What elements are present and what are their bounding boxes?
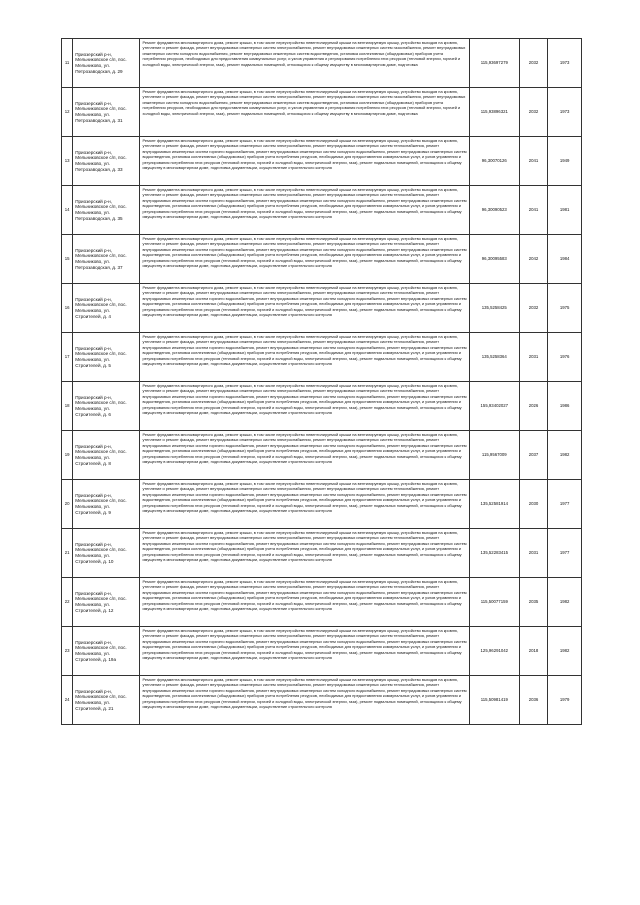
address-cell: Приозерский р-н, Мельниковское с/п, пос. Мельниково, ул. Строителей, д. 5 (73, 333, 140, 382)
work-description-cell: Ремонт фундамента многоквартирного дома, ремонт крыши, в том числе переустройство невентилируемой крыши на вентилируемую крышу, устройство выходов на кровлю, утепление и ремонт фасада, ремонт внутридомовых инженерных систем электроснабжения, ремонт внутридомовых инженерных систем теплоснабжения, ремонт внутридомовых инженерных систем горячего водоснабжения, ремонт внутридомовых инженерных систем холодного водоснабжения, ремонт внутридомовых инженерных систем водоотведения, установка коллективных (общедомовых) приборов учета потребления ресурсов, необходимых для предоставления коммунальных услуг, и узлов управления и регулирования потребления этих ресурсов (тепловой энергии, горячей и холодной воды, электрической энергии, газа), ремонт подвальных помещений, относящихся к общему имуществу в многоквартирном доме, подготовка документации, осуществление строительного контроля (140, 627, 469, 676)
planned-year-cell: 2032 (519, 39, 548, 88)
work-description-cell: Ремонт фундамента многоквартирного дома, ремонт крыши, в том числе переустройство невентилируемой крыши на вентилируемую крышу, устройство выходов на кровлю, утепление и ремонт фасада, ремонт внутридомовых инженерных систем электроснабжения, ремонт внутридомовых инженерных систем теплоснабжения, ремонт внутридомовых инженерных систем горячего водоснабжения, ремонт внутридомовых инженерных систем холодного водоснабжения, ремонт внутридомовых инженерных систем водоотведения, установка коллективных (общедомовых) приборов учета потребления ресурсов, необходимых для предоставления коммунальных услуг, и узлов управления и регулирования потребления этих ресурсов (тепловой энергии, горячей и холодной воды, электрической энергии, газа), ремонт подвальных помещений, относящихся к общему имуществу в многоквартирном доме, подготовка документации, осуществление строительного контроля (140, 529, 469, 578)
row-number: 12 (62, 88, 73, 137)
table-row (62, 480, 582, 529)
row-number: 18 (62, 382, 73, 431)
address-cell: Приозерский р-н, Мельниковское с/п, пос. Мельниково, ул. Петрозаводская, д. 35 (73, 186, 140, 235)
table-row (62, 382, 582, 431)
table-row (62, 88, 582, 137)
built-year-cell: 1973 (548, 88, 582, 137)
cost-cell: 135,52283415 (469, 529, 519, 578)
built-year-cell: 1982 (548, 431, 582, 480)
address-cell: Приозерский р-н, Мельниковское с/п, пос. Мельниково, ул. Строителей, д. 9 (73, 480, 140, 529)
work-description-cell: Ремонт фундамента многоквартирного дома, ремонт крыши, в том числе переустройство невентилируемой крыши на вентилируемую крышу, устройство выходов на кровлю, утепление и ремонт фасада, ремонт внутридомовых инженерных систем электроснабжения, ремонт внутридомовых инженерных систем теплоснабжения, ремонт внутридомовых инженерных систем горячего водоснабжения, ремонт внутридомовых инженерных систем холодного водоснабжения, ремонт внутридомовых инженерных систем водоотведения, установка коллективных (общедомовых) приборов учета потребления ресурсов, необходимых для предоставления коммунальных услуг, и узлов управления и регулирования потребления этих ресурсов (тепловой энергии, горячей и холодной воды, электрической энергии, газа), ремонт подвальных помещений, относящихся к общему имуществу в многоквартирном доме, подготовка документации, осуществление строительного контроля (140, 578, 469, 627)
table-row (62, 676, 582, 725)
built-year-cell: 1973 (548, 39, 582, 88)
built-year-cell: 1975 (548, 284, 582, 333)
table-row (62, 627, 582, 676)
planned-year-cell: 2018 (519, 627, 548, 676)
cost-cell: 96,30090523 (469, 186, 519, 235)
work-description-cell: Ремонт фундамента многоквартирного дома, ремонт крыши, в том числе переустройство невентилируемой крыши на вентилируемую крышу, устройство выходов на кровлю, утепление и ремонт фасада, ремонт внутридомовых инженерных систем электроснабжения, ремонт внутридомовых инженерных систем теплоснабжения, ремонт внутридомовых инженерных систем горячего водоснабжения, ремонт внутридомовых инженерных систем холодного водоснабжения, ремонт внутридомовых инженерных систем водоотведения, установка коллективных (общедомовых) приборов учета потребления ресурсов, необходимых для предоставления коммунальных услуг, и узлов управления и регулирования потребления этих ресурсов (тепловой энергии, горячей и холодной воды, электрической энергии, газа), ремонт подвальных помещений, относящихся к общему имуществу в многоквартирном доме, подготовка документации, осуществление строительного контроля (140, 676, 469, 725)
row-number: 19 (62, 431, 73, 480)
built-year-cell: 1976 (548, 333, 582, 382)
row-number: 21 (62, 529, 73, 578)
address-cell: Приозерский р-н, Мельниковское с/п, пос. Мельниково, ул. Строителей, д. 12 (73, 578, 140, 627)
planned-year-cell: 2032 (519, 88, 548, 137)
capital-repair-table (61, 38, 582, 725)
address-cell: Приозерский р-н, Мельниковское с/п, пос. Мельниково, ул. Строителей, д. 21 (73, 676, 140, 725)
built-year-cell: 1982 (548, 578, 582, 627)
built-year-cell: 1982 (548, 627, 582, 676)
row-number: 23 (62, 627, 73, 676)
cost-cell: 155,93402027 (469, 382, 519, 431)
planned-year-cell: 2041 (519, 186, 548, 235)
planned-year-cell: 2035 (519, 578, 548, 627)
table-row (62, 333, 582, 382)
cost-cell: 135,52581914 (469, 480, 519, 529)
cost-cell: 125,96291042 (469, 627, 519, 676)
address-cell: Приозерский р-н, Мельниковское с/п, пос. Мельниково, ул. Петрозаводская, д. 29 (73, 39, 140, 88)
work-description-cell: Ремонт фундамента многоквартирного дома, ремонт крыши, в том числе переустройство невентилируемой крыши на вентилируемую крышу, устройство выходов на кровлю, утепление и ремонт фасада, ремонт внутридомовых инженерных систем электроснабжения, ремонт внутридомовых инженерных систем теплоснабжения, ремонт внутридомовых инженерных систем горячего водоснабжения, ремонт внутридомовых инженерных систем холодного водоснабжения, ремонт внутридомовых инженерных систем водоотведения, установка коллективных (общедомовых) приборов учета потребления ресурсов, необходимых для предоставления коммунальных услуг, и узлов управления и регулирования потребления этих ресурсов (тепловой энергии, горячей и холодной воды, электрической энергии, газа), ремонт подвальных помещений, относящихся к общему имуществу в многоквартирном доме, подготовка документации, осуществление строительного контроля (140, 137, 469, 186)
work-description-cell: Ремонт фундамента многоквартирного дома, ремонт крыши, в том числе переустройство невентилируемой крыши на вентилируемую крышу, устройство выходов на кровлю, утепление и ремонт фасада, ремонт внутридомовых инженерных систем электроснабжения, ремонт внутридомовых инженерных систем теплоснабжения, ремонт внутридомовых инженерных систем горячего водоснабжения, ремонт внутридомовых инженерных систем холодного водоснабжения, ремонт внутридомовых инженерных систем водоотведения, установка коллективных (общедомовых) приборов учета потребления ресурсов, необходимых для предоставления коммунальных услуг, и узлов управления и регулирования потребления этих ресурсов (тепловой энергии, горячей и холодной воды, электрической энергии, газа), ремонт подвальных помещений, относящихся к общему имуществу в многоквартирном доме, подготовка документации, осуществление строительного контроля (140, 382, 469, 431)
table-body (62, 39, 582, 725)
work-description-cell: Ремонт фундамента многоквартирного дома, ремонт крыши, в том числе переустройство невентилируемой крыши на вентилируемую крышу, устройство выходов на кровлю, утепление и ремонт фасада, ремонт внутридомовых инженерных систем электроснабжения, ремонт внутридомовых инженерных систем теплоснабжения, ремонт внутридомовых инженерных систем горячего водоснабжения, ремонт внутридомовых инженерных систем холодного водоснабжения, ремонт внутридомовых инженерных систем водоотведения, установка коллективных (общедомовых) приборов учета потребления ресурсов, необходимых для предоставления коммунальных услуг, и узлов управления и регулирования потребления этих ресурсов (тепловой энергии, горячей и холодной воды, электрической энергии, газа), ремонт подвальных помещений, относящихся к общему имуществу в многоквартирном доме, подготовка документации, осуществление строительного контроля (140, 333, 469, 382)
row-number: 11 (62, 39, 73, 88)
built-year-cell: 1984 (548, 235, 582, 284)
work-description-cell: Ремонт фундамента многоквартирного дома, ремонт крыши, в том числе переустройство невентилируемой крыши на вентилируемую крышу, устройство выходов на кровлю, утепление и ремонт фасада, ремонт внутридомовых инженерных систем электроснабжения, ремонт внутридомовых инженерных систем теплоснабжения, ремонт внутридомовых инженерных систем горячего водоснабжения, ремонт внутридомовых инженерных систем холодного водоснабжения, ремонт внутридомовых инженерных систем водоотведения, установка коллективных (общедомовых) приборов учета потребления ресурсов, необходимых для предоставления коммунальных услуг, и узлов управления и регулирования потребления этих ресурсов (тепловой энергии, горячей и холодной воды, электрической энергии, газа), ремонт подвальных помещений, относящихся к общему имуществу в многоквартирном доме, подготовка документации, осуществление строительного контроля (140, 480, 469, 529)
address-cell: Приозерский р-н, Мельниковское с/п, пос. Мельниково, ул. Строителей, д. 19а (73, 627, 140, 676)
address-cell: Приозерский р-н, Мельниковское с/п, пос. Мельниково, ул. Петрозаводская, д. 31 (73, 88, 140, 137)
address-cell: Приозерский р-н, Мельниковское с/п, пос. Мельниково, ул. Петрозаводская, д. 33 (73, 137, 140, 186)
planned-year-cell: 2037 (519, 431, 548, 480)
table-row (62, 431, 582, 480)
cost-cell: 96,30095583 (469, 235, 519, 284)
built-year-cell: 1979 (548, 676, 582, 725)
row-number: 17 (62, 333, 73, 382)
row-number: 20 (62, 480, 73, 529)
cost-cell: 96,30070126 (469, 137, 519, 186)
table-row (62, 529, 582, 578)
planned-year-cell: 2026 (519, 382, 548, 431)
address-cell: Приозерский р-н, Мельниковское с/п, пос. Мельниково, ул. Строителей, д. 4 (73, 284, 140, 333)
planned-year-cell: 2031 (519, 529, 548, 578)
built-year-cell: 1986 (548, 382, 582, 431)
cost-cell: 115,93697279 (469, 39, 519, 88)
built-year-cell: 1981 (548, 186, 582, 235)
row-number: 16 (62, 284, 73, 333)
planned-year-cell: 2031 (519, 333, 548, 382)
cost-cell: 115,50077159 (469, 578, 519, 627)
table-row (62, 578, 582, 627)
row-number: 24 (62, 676, 73, 725)
work-description-cell: Ремонт фундамента многоквартирного дома, ремонт крыши, в том числе переустройство невентилируемой крыши на вентилируемую крышу, устройство выходов на кровлю, утепление и ремонт фасада, ремонт внутридомовых инженерных систем электроснабжения, ремонт внутридомовых инженерных систем теплоснабжения, ремонт внутридомовых инженерных систем горячего водоснабжения, ремонт внутридомовых инженерных систем холодного водоснабжения, ремонт внутридомовых инженерных систем водоотведения, установка коллективных (общедомовых) приборов учета потребления ресурсов, необходимых для предоставления коммунальных услуг, и узлов управления и регулирования потребления этих ресурсов (тепловой энергии, горячей и холодной воды, электрической энергии, газа), ремонт подвальных помещений, относящихся к общему имуществу в многоквартирном доме, подготовка документации, осуществление строительного контроля (140, 186, 469, 235)
row-number: 13 (62, 137, 73, 186)
address-cell: Приозерский р-н, Мельниковское с/п, пос. Мельниково, ул. Строителей, д. 10 (73, 529, 140, 578)
work-description-cell: Ремонт фундамента многоквартирного дома, ремонт крыши, в том числе переустройство невентилируемой крыши на вентилируемую крышу, устройство выходов на кровлю, утепление и ремонт фасада, ремонт внутридомовых инженерных систем электроснабжения, ремонт внутридомовых инженерных систем теплоснабжения, ремонт внутридомовых инженерных систем горячего водоснабжения, ремонт внутридомовых инженерных систем холодного водоснабжения, ремонт внутридомовых инженерных систем водоотведения, установка коллективных (общедомовых) приборов учета потребления ресурсов, необходимых для предоставления коммунальных услуг, и узлов управления и регулирования потребления этих ресурсов (тепловой энергии, горячей и холодной воды, электрической энергии, газа), ремонт подвальных помещений, относящихся к общему имуществу в многоквартирном доме, подготовка документации, осуществление строительного контроля (140, 284, 469, 333)
address-cell: Приозерский р-н, Мельниковское с/п, пос. Мельниково, ул. Петрозаводская, д. 37 (73, 235, 140, 284)
row-number: 22 (62, 578, 73, 627)
row-number: 14 (62, 186, 73, 235)
cost-cell: 135,5258364 (469, 333, 519, 382)
table-row (62, 39, 582, 88)
work-description-cell: Ремонт фундамента многоквартирного дома, ремонт крыши, в том числе переустройство невентилируемой крыши на вентилируемую крышу, устройство выходов на кровлю, утепление и ремонт фасада, ремонт внутридомовых инженерных систем электроснабжения, ремонт внутридомовых инженерных систем теплоснабжения, ремонт внутридомовых инженерных систем горячего водоснабжения, ремонт внутридомовых инженерных систем холодного водоснабжения, ремонт внутридомовых инженерных систем водоотведения, установка коллективных (общедомовых) приборов учета потребления ресурсов, необходимых для предоставления коммунальных услуг, и узлов управления и регулирования потребления этих ресурсов (тепловой энергии, горячей и холодной воды, электрической энергии, газа), ремонт подвальных помещений, относящихся к общему имуществу в многоквартирном доме, подготовка документации, осуществление строительного контроля (140, 235, 469, 284)
planned-year-cell: 2032 (519, 284, 548, 333)
table-row (62, 235, 582, 284)
planned-year-cell: 2036 (519, 676, 548, 725)
built-year-cell: 1949 (548, 137, 582, 186)
table-row (62, 186, 582, 235)
planned-year-cell: 2041 (519, 137, 548, 186)
cost-cell: 115,93896321 (469, 88, 519, 137)
built-year-cell: 1977 (548, 529, 582, 578)
planned-year-cell: 2030 (519, 480, 548, 529)
work-description-cell: Ремонт фундамента многоквартирного дома, ремонт крыши, в том числе переустройство невентилируемой крыши на вентилируемую крышу, устройство выходов на кровлю, утепление и ремонт фасада, ремонт внутридомовых инженерных систем электроснабжения, ремонт внутридомовых инженерных систем газоснабжения, ремонт внутридомовых инженерных систем холодного водоснабжения, ремонт внутридомовых инженерных систем водоотведения, установка коллективных (общедомовых) приборов учета потребления ресурсов, необходимых для предоставления коммунальных услуг, и узлов управления и регулирования потребления этих ресурсов (тепловой энергии, горячей и холодной воды, электрической энергии, газа), ремонт подвальных помещений, относящихся к общему имуществу в многоквартирном доме, подготовка (140, 88, 469, 137)
address-cell: Приозерский р-н, Мельниковское с/п, пос. Мельниково, ул. Строителей, д. 6 (73, 382, 140, 431)
work-description-cell: Ремонт фундамента многоквартирного дома, ремонт крыши, в том числе переустройство невентилируемой крыши на вентилируемую крышу, устройство выходов на кровлю, утепление и ремонт фасада, ремонт внутридомовых инженерных систем электроснабжения, ремонт внутридомовых инженерных систем теплоснабжения, ремонт внутридомовых инженерных систем горячего водоснабжения, ремонт внутридомовых инженерных систем холодного водоснабжения, ремонт внутридомовых инженерных систем водоотведения, установка коллективных (общедомовых) приборов учета потребления ресурсов, необходимых для предоставления коммунальных услуг, и узлов управления и регулирования потребления этих ресурсов (тепловой энергии, горячей и холодной воды, электрической энергии, газа), ремонт подвальных помещений, относящихся к общему имуществу в многоквартирном доме, подготовка документации, осуществление строительного контроля (140, 431, 469, 480)
cost-cell: 135,5258425 (469, 284, 519, 333)
address-cell: Приозерский р-н, Мельниковское с/п, пос. Мельниково, ул. Строителей, д. 8 (73, 431, 140, 480)
planned-year-cell: 2042 (519, 235, 548, 284)
table-row (62, 284, 582, 333)
cost-cell: 115,9567009 (469, 431, 519, 480)
work-description-cell: Ремонт фундамента многоквартирного дома, ремонт крыши, в том числе переустройство невентилируемой крыши на вентилируемую крышу, устройство выходов на кровлю, утепление и ремонт фасада, ремонт внутридомовых инженерных систем электроснабжения, ремонт внутридомовых инженерных систем газоснабжения, ремонт внутридомовых инженерных систем холодного водоснабжения, ремонт внутридомовых инженерных систем водоотведения, установка коллективных (общедомовых) приборов учета потребления ресурсов, необходимых для предоставления коммунальных услуг, и узлов управления и регулирования потребления этих ресурсов (тепловой энергии, горячей и холодной воды, электрической энергии, газа), ремонт подвальных помещений, относящихся к общему имуществу в многоквартирном доме, подготовка (140, 39, 469, 88)
row-number: 15 (62, 235, 73, 284)
table-row (62, 137, 582, 186)
built-year-cell: 1977 (548, 480, 582, 529)
cost-cell: 115,50981419 (469, 676, 519, 725)
